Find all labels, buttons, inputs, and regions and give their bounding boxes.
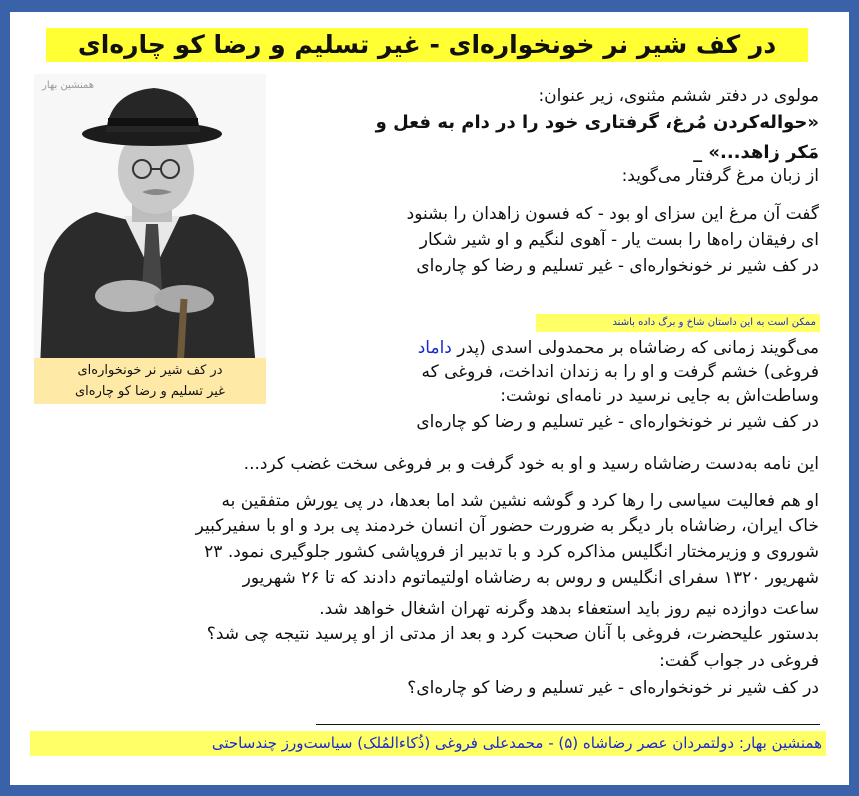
caption-line: در کف شیر نر خونخواره‌ای <box>77 363 223 378</box>
intro-line: از زبان مرغ گرفتار می‌گوید: <box>621 166 819 186</box>
footer-divider <box>316 724 820 725</box>
body-line: شوروی و وزیرمختار انگلیس مذاکره کرد و با تدبیر از فروپاشی کشور جلوگیری نمود. ۲۳ <box>204 542 819 562</box>
poem-line: ای رفیقان راه‌ها را بست یار - آهوی لنگیم و او شیر شکار <box>419 230 819 250</box>
photo-caption <box>34 358 266 404</box>
story-line <box>418 336 819 360</box>
body-line: شهریور ۱۳۲۰ سفرای انگلیس و روس به رضاشاه اولتیماتوم دادند که تا ۲۶ شهریور <box>242 568 819 588</box>
story-line: این نامه به‌دست رضاشاه رسید و او به خود گرفت و بر فروغی سخت غضب کرد... <box>243 454 819 474</box>
page-title: در کف شیر نر خونخواره‌ای - غیر تسلیم و رضا کو چاره‌ای <box>46 28 808 62</box>
intro-bold-line: مَکر زاهد...» _ <box>693 142 819 163</box>
story-line: فروغی) خشم گرفت و او را به زندان انداخت، فروغی که <box>421 362 819 382</box>
intro-line: مولوی در دفتر ششم مثنوی، زیر عنوان: <box>538 86 819 106</box>
photo-watermark: همنشین بهار <box>42 80 95 91</box>
body-line: در کف شیر نر خونخواره‌ای - غیر تسلیم و رضا کو چاره‌ای؟ <box>407 678 819 698</box>
article-card <box>10 12 849 785</box>
body-line: او هم فعالیت سیاسی را رها کرد و گوشه نشین شد اما بعدها، در پی یورش متفقین به <box>221 491 819 511</box>
portrait-photo <box>34 74 266 368</box>
body-line: بدستور علیحضرت، فروغی با آنان صحبت کرد و بعد از مدتی از او پرسید نتیجه چی شد؟ <box>206 624 819 644</box>
portrait-illustration <box>34 74 266 368</box>
caption-line: غیر تسلیم و رضا کو چاره‌ای <box>75 384 225 399</box>
body-line: فروغی در جواب گفت: <box>659 651 819 671</box>
son-in-law-link[interactable]: داماد <box>417 338 452 358</box>
footer-link[interactable]: همنشین بهار: دولتمردان عصر رضاشاه (۵) - محمدعلی فروغی (ذُکاءالمُلک) سیاست‌ورز چندساحتی <box>30 731 826 756</box>
intro-bold-line: «حواله‌کردن مُرغ، گرفتاری خود را در دام به فعل و <box>375 112 819 133</box>
story-line: وساطت‌اش به جایی نرسید در نامه‌ای نوشت: <box>500 386 819 406</box>
story-text: می‌گویند زمانی که رضاشاه بر محمدولی اسدی (پدر <box>451 338 819 358</box>
body-line: خاک ایران، رضاشاه بار دیگر به ضرورت حضور آن انسان خردمند پی برد و او با سفیرکبیر <box>195 516 819 536</box>
poem-line: در کف شیر نر خونخواره‌ای - غیر تسلیم و رضا کو چاره‌ای <box>416 256 819 276</box>
body-line: ساعت دوازده نیم روز باید استعفاء بدهد وگرنه تهران اشغال خواهد شد. <box>319 599 819 619</box>
poem-line: گفت آن مرغ این سزای او بود - که فسون زاهدان را بشنود <box>406 204 819 224</box>
side-note: ممکن است به این داستان شاخ و برگ داده باشند <box>536 314 820 332</box>
story-line: در کف شیر نر خونخواره‌ای - غیر تسلیم و رضا کو چاره‌ای <box>416 412 819 432</box>
